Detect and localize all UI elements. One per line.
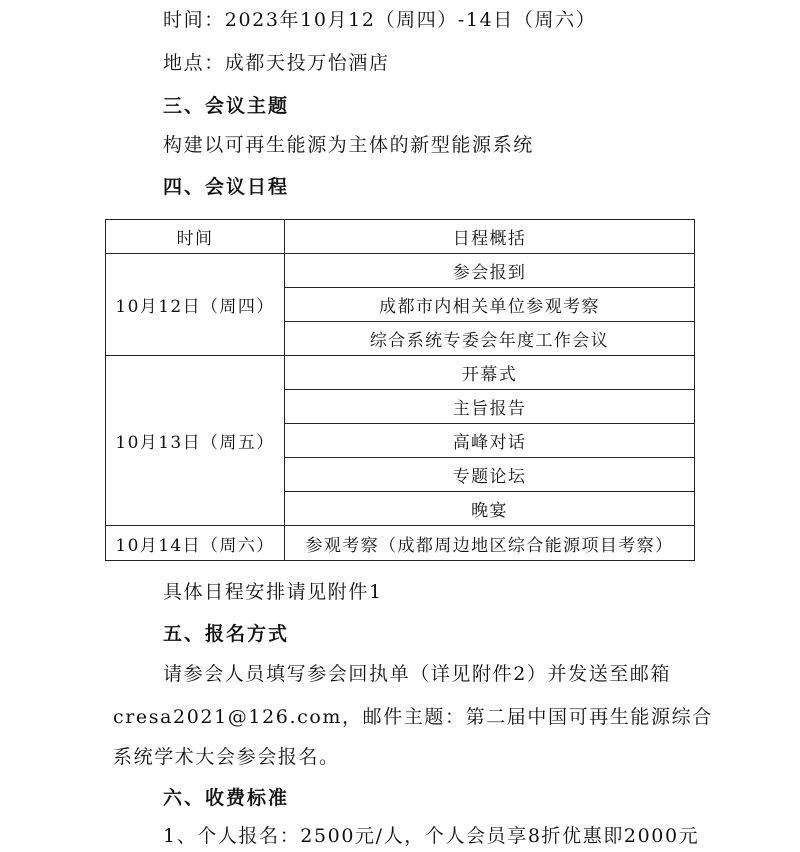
section-4-heading: 四、会议日程	[163, 176, 290, 198]
meeting-theme: 构建以可再生能源为主体的新型能源系统	[163, 134, 534, 156]
fee-line-1: 1、个人报名：2500元/人，个人会员享8折优惠即2000元	[163, 825, 700, 847]
agenda-item: 专题论坛	[285, 458, 695, 492]
agenda-item: 成都市内相关单位参观考察	[285, 288, 695, 322]
agenda-item: 参观考察（成都周边地区综合能源项目考察）	[285, 526, 695, 561]
meeting-place: 地点：成都天投万怡酒店	[163, 52, 390, 74]
schedule-note: 具体日程安排请见附件1	[163, 581, 383, 603]
agenda-item: 高峰对话	[285, 424, 695, 458]
header-summary: 日程概括	[285, 220, 695, 254]
agenda-item: 主旨报告	[285, 390, 695, 424]
agenda-item: 晚宴	[285, 492, 695, 526]
table-row	[106, 526, 695, 561]
table-header-row	[106, 220, 695, 254]
agenda-item: 参会报到	[285, 254, 695, 288]
header-time: 时间	[106, 220, 285, 254]
section-5-heading: 五、报名方式	[163, 623, 290, 645]
table-row	[106, 356, 695, 390]
meeting-time: 时间：2023年10月12（周四）-14日（周六）	[163, 9, 597, 31]
registration-line-1: 请参会人员填写参会回执单（详见附件2）并发送至邮箱	[163, 663, 672, 685]
section-6-heading: 六、收费标准	[163, 787, 290, 809]
agenda-item: 综合系统专委会年度工作会议	[285, 322, 695, 356]
section-3-heading: 三、会议主题	[163, 95, 290, 117]
registration-line-3: 系统学术大会参会报名。	[113, 746, 340, 768]
schedule-table	[105, 219, 695, 561]
registration-line-2: cresa2021@126.com，邮件主题：第二届中国可再生能源综合	[113, 706, 713, 728]
date-cell-day2: 10月13日（周五）	[106, 356, 285, 526]
agenda-item: 开幕式	[285, 356, 695, 390]
date-cell-day1: 10月12日（周四）	[106, 254, 285, 356]
table-row	[106, 254, 695, 288]
date-cell-day3: 10月14日（周六）	[106, 526, 285, 561]
